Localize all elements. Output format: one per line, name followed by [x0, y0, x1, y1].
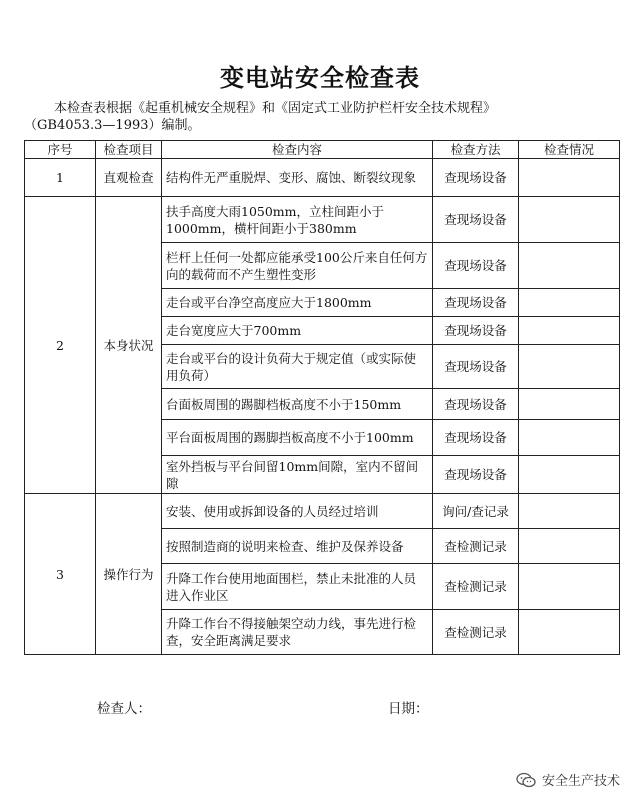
- seq-cell: 2: [25, 197, 96, 494]
- content-cell: 平台面板周围的踢脚挡板高度不小于100mm: [162, 420, 433, 456]
- result-cell[interactable]: [519, 159, 620, 197]
- content-cell: 室外挡板与平台间留10mm间隙，室内不留间隙: [162, 456, 433, 494]
- table-header-row: [25, 141, 620, 159]
- item-cell: 直观检查: [96, 159, 162, 197]
- method-cell: 查现场设备: [433, 317, 519, 345]
- seq-cell: 3: [25, 494, 96, 655]
- header-item: 检查项目: [96, 141, 162, 159]
- content-cell: 走台或平台净空高度应大于1800mm: [162, 289, 433, 317]
- result-cell[interactable]: [519, 420, 620, 456]
- content-cell: 安装、使用或拆卸设备的人员经过培训: [162, 494, 433, 529]
- table-row: [25, 159, 620, 197]
- method-cell: 查现场设备: [433, 345, 519, 389]
- result-cell[interactable]: [519, 610, 620, 655]
- method-cell: 查检测记录: [433, 529, 519, 564]
- method-cell: 查现场设备: [433, 420, 519, 456]
- date-label: 日期：: [388, 701, 429, 717]
- inspector-label: 检查人：: [97, 701, 151, 717]
- item-cell: 本身状况: [96, 197, 162, 494]
- content-cell: 走台宽度应大于700mm: [162, 317, 433, 345]
- table-row: [25, 494, 620, 529]
- header-result: 检查情况: [519, 141, 620, 159]
- result-cell[interactable]: [519, 243, 620, 289]
- result-cell[interactable]: [519, 317, 620, 345]
- header-method: 检查方法: [433, 141, 519, 159]
- result-cell[interactable]: [519, 389, 620, 420]
- result-cell[interactable]: [519, 529, 620, 564]
- content-cell: 升降工作台不得接触架空动力线，事先进行检查，安全距离满足要求: [162, 610, 433, 655]
- page-title: 变电站安全检查表: [220, 63, 420, 92]
- result-cell[interactable]: [519, 564, 620, 610]
- method-cell: 查现场设备: [433, 243, 519, 289]
- content-cell: 按照制造商的说明来检查、维护及保养设备: [162, 529, 433, 564]
- header-content: 检查内容: [162, 141, 433, 159]
- content-cell: 升降工作台使用地面围栏，禁止未批准的人员进入作业区: [162, 564, 433, 610]
- intro-text: [24, 100, 619, 134]
- result-cell[interactable]: [519, 197, 620, 243]
- method-cell: 查检测记录: [433, 610, 519, 655]
- result-cell[interactable]: [519, 456, 620, 494]
- method-cell: 查现场设备: [433, 159, 519, 197]
- result-cell[interactable]: [519, 345, 620, 389]
- content-cell: 走台或平台的设计负荷大于规定值（或实际使用负荷）: [162, 345, 433, 389]
- watermark: [516, 770, 620, 789]
- inspection-table: [24, 140, 620, 655]
- table-row: [25, 197, 620, 243]
- item-cell: 操作行为: [96, 494, 162, 655]
- result-cell[interactable]: [519, 494, 620, 529]
- content-cell: 扶手高度大雨1050mm，立柱间距小于1000mm，横杆间距小于380mm: [162, 197, 433, 243]
- watermark-text: 安全生产技术: [541, 774, 620, 789]
- content-cell: 结构件无严重脱焊、变形、腐蚀、断裂纹现象: [162, 159, 433, 197]
- method-cell: 查现场设备: [433, 389, 519, 420]
- wechat-icon: [516, 772, 536, 788]
- header-seq: 序号: [25, 141, 96, 159]
- method-cell: 查现场设备: [433, 289, 519, 317]
- method-cell: 查检测记录: [433, 564, 519, 610]
- method-cell: 查现场设备: [433, 456, 519, 494]
- seq-cell: 1: [25, 159, 96, 197]
- method-cell: 查现场设备: [433, 197, 519, 243]
- content-cell: 台面板周围的踢脚档板高度不小于150mm: [162, 389, 433, 420]
- intro-line-1: 本检查表根据《起重机械安全规程》和《固定式工业防护栏杆安全技术规程》: [54, 101, 497, 116]
- content-cell: 栏杆上任何一处都应能承受100公斤来自任何方向的载荷而不产生塑性变形: [162, 243, 433, 289]
- method-cell: 询问/查记录: [433, 494, 519, 529]
- intro-line-2: （GB4053.3—1993）编制。: [24, 118, 201, 133]
- result-cell[interactable]: [519, 289, 620, 317]
